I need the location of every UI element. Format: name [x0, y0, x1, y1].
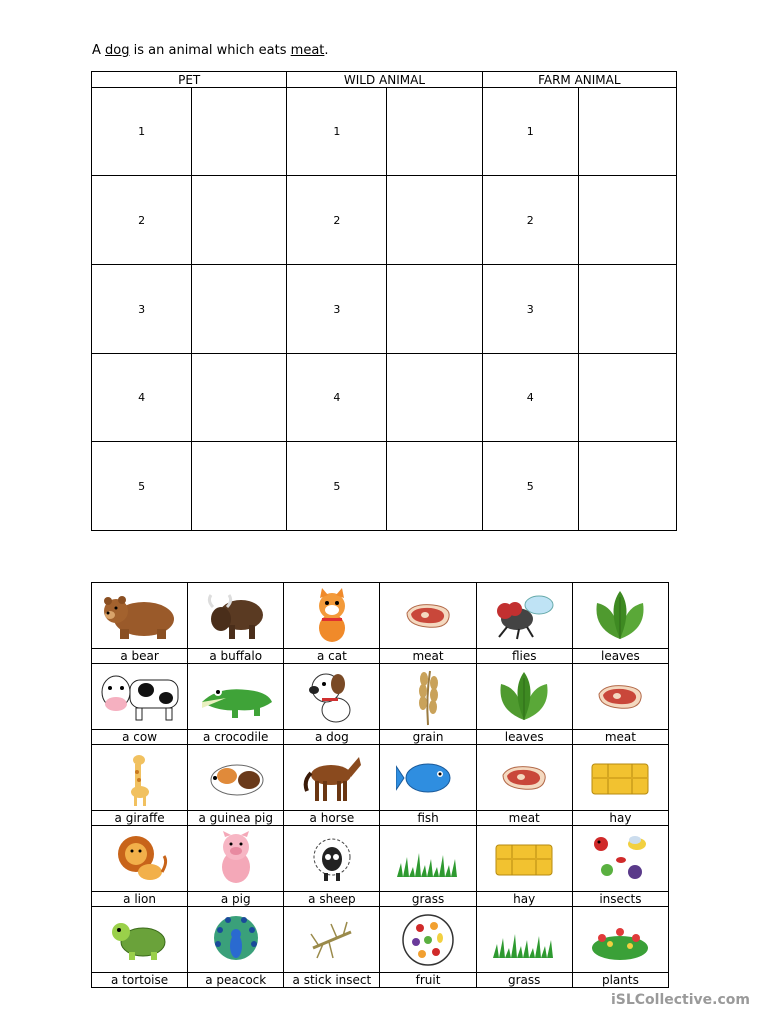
picture-label: a cow	[92, 729, 187, 744]
picture-label: a bear	[92, 648, 187, 663]
plants-icon	[573, 907, 668, 972]
picture-label: hay	[477, 891, 572, 906]
picture-label: a pig	[188, 891, 283, 906]
crocodile-icon	[188, 664, 283, 729]
answer-cell[interactable]	[192, 442, 287, 531]
hay-icon	[477, 826, 572, 891]
picture-label: fish	[380, 810, 475, 825]
row-number: 2	[287, 176, 387, 265]
picture-card[interactable]	[476, 583, 572, 664]
answer-cell[interactable]	[578, 354, 676, 442]
row-number: 1	[287, 88, 387, 176]
row-number: 2	[482, 176, 578, 265]
picture-card[interactable]	[380, 907, 476, 988]
picture-label: a giraffe	[92, 810, 187, 825]
picture-card[interactable]	[188, 907, 284, 988]
answer-cell[interactable]	[192, 176, 287, 265]
hay-icon	[573, 745, 668, 810]
answer-cell[interactable]	[387, 265, 482, 354]
picture-card[interactable]	[284, 745, 380, 826]
picture-label: grass	[380, 891, 475, 906]
answer-cell[interactable]	[387, 442, 482, 531]
meat-icon	[477, 745, 572, 810]
picture-card[interactable]	[476, 664, 572, 745]
picture-card[interactable]	[188, 745, 284, 826]
grass-icon	[477, 907, 572, 972]
guinea-pig-icon	[188, 745, 283, 810]
answer-cell[interactable]	[192, 88, 287, 176]
picture-card[interactable]	[188, 583, 284, 664]
picture-card[interactable]	[92, 826, 188, 907]
picture-card[interactable]	[476, 745, 572, 826]
meat-icon	[380, 583, 475, 648]
picture-label: leaves	[573, 648, 668, 663]
picture-card[interactable]	[572, 664, 668, 745]
grass-icon	[380, 826, 475, 891]
answer-cell[interactable]	[387, 354, 482, 442]
row-number: 5	[92, 442, 192, 531]
picture-label: meat	[477, 810, 572, 825]
row-number: 1	[482, 88, 578, 176]
dog-icon	[284, 664, 379, 729]
picture-card[interactable]	[188, 664, 284, 745]
picture-row	[92, 907, 669, 988]
answer-cell[interactable]	[192, 354, 287, 442]
picture-card[interactable]	[380, 826, 476, 907]
answer-cell[interactable]	[192, 265, 287, 354]
picture-label: a stick insect	[284, 972, 379, 987]
fruit-icon	[380, 907, 475, 972]
picture-card[interactable]	[92, 583, 188, 664]
picture-label: flies	[477, 648, 572, 663]
picture-card[interactable]	[572, 907, 668, 988]
classification-table	[91, 71, 677, 531]
picture-bank	[91, 582, 669, 988]
row-number: 4	[287, 354, 387, 442]
picture-label: a lion	[92, 891, 187, 906]
picture-label: a sheep	[284, 891, 379, 906]
row-number: 1	[92, 88, 192, 176]
bear-icon	[92, 583, 187, 648]
picture-card[interactable]	[92, 745, 188, 826]
picture-label: hay	[573, 810, 668, 825]
header-wild-animal: WILD ANIMAL	[287, 72, 482, 88]
picture-label: grass	[477, 972, 572, 987]
fish-icon	[380, 745, 475, 810]
picture-label: meat	[573, 729, 668, 744]
stick-insect-icon	[284, 907, 379, 972]
picture-card[interactable]	[380, 583, 476, 664]
answer-cell[interactable]	[578, 176, 676, 265]
intro-text: A	[92, 43, 106, 58]
cow-icon	[92, 664, 187, 729]
leaves-icon	[573, 583, 668, 648]
intro-word-animal: dog	[105, 43, 130, 58]
row-number: 3	[287, 265, 387, 354]
insects-icon	[573, 826, 668, 891]
picture-card[interactable]	[572, 745, 668, 826]
picture-label: grain	[380, 729, 475, 744]
picture-label: meat	[380, 648, 475, 663]
picture-row	[92, 745, 669, 826]
lion-icon	[92, 826, 187, 891]
answer-cell[interactable]	[387, 176, 482, 265]
picture-label: a dog	[284, 729, 379, 744]
picture-label: leaves	[477, 729, 572, 744]
picture-card[interactable]	[380, 745, 476, 826]
picture-label: a guinea pig	[188, 810, 283, 825]
answer-cell[interactable]	[578, 265, 676, 354]
picture-label: a horse	[284, 810, 379, 825]
picture-label: a tortoise	[92, 972, 187, 987]
row-number: 4	[482, 354, 578, 442]
answer-cell[interactable]	[387, 88, 482, 176]
instruction-sentence	[92, 43, 329, 58]
leaves-icon	[477, 664, 572, 729]
picture-card[interactable]	[380, 664, 476, 745]
picture-label: a buffalo	[188, 648, 283, 663]
intro-text: .	[324, 43, 329, 58]
giraffe-icon	[92, 745, 187, 810]
picture-row	[92, 583, 669, 664]
picture-label: a crocodile	[188, 729, 283, 744]
picture-label: plants	[573, 972, 668, 987]
row-number: 5	[482, 442, 578, 531]
picture-card[interactable]	[284, 583, 380, 664]
picture-card[interactable]	[284, 907, 380, 988]
row-number: 3	[92, 265, 192, 354]
picture-card[interactable]	[188, 826, 284, 907]
row-number: 5	[287, 442, 387, 531]
pig-icon	[188, 826, 283, 891]
picture-card[interactable]	[476, 826, 572, 907]
picture-card[interactable]	[92, 907, 188, 988]
row-number: 2	[92, 176, 192, 265]
picture-card[interactable]	[476, 907, 572, 988]
buffalo-icon	[188, 583, 283, 648]
meat-icon	[573, 664, 668, 729]
row-number: 3	[482, 265, 578, 354]
sheep-icon	[284, 826, 379, 891]
header-pet: PET	[92, 72, 287, 88]
picture-card[interactable]	[572, 826, 668, 907]
row-number: 4	[92, 354, 192, 442]
tortoise-icon	[92, 907, 187, 972]
watermark: iSLCollective.com	[610, 992, 750, 1008]
picture-row	[92, 826, 669, 907]
peacock-icon	[188, 907, 283, 972]
picture-card[interactable]	[284, 826, 380, 907]
horse-icon	[284, 745, 379, 810]
intro-word-food: meat	[290, 43, 325, 58]
header-farm-animal: FARM ANIMAL	[482, 72, 676, 88]
picture-label: a peacock	[188, 972, 283, 987]
answer-cell[interactable]	[578, 88, 676, 176]
cat-icon	[284, 583, 379, 648]
picture-row	[92, 664, 669, 745]
picture-label: fruit	[380, 972, 475, 987]
picture-card[interactable]	[92, 664, 188, 745]
picture-label: a cat	[284, 648, 379, 663]
picture-card[interactable]	[572, 583, 668, 664]
answer-cell[interactable]	[578, 442, 676, 531]
picture-label: insects	[573, 891, 668, 906]
intro-text: is an animal which eats	[129, 43, 291, 58]
picture-card[interactable]	[284, 664, 380, 745]
grain-icon	[380, 664, 475, 729]
fly-icon	[477, 583, 572, 648]
